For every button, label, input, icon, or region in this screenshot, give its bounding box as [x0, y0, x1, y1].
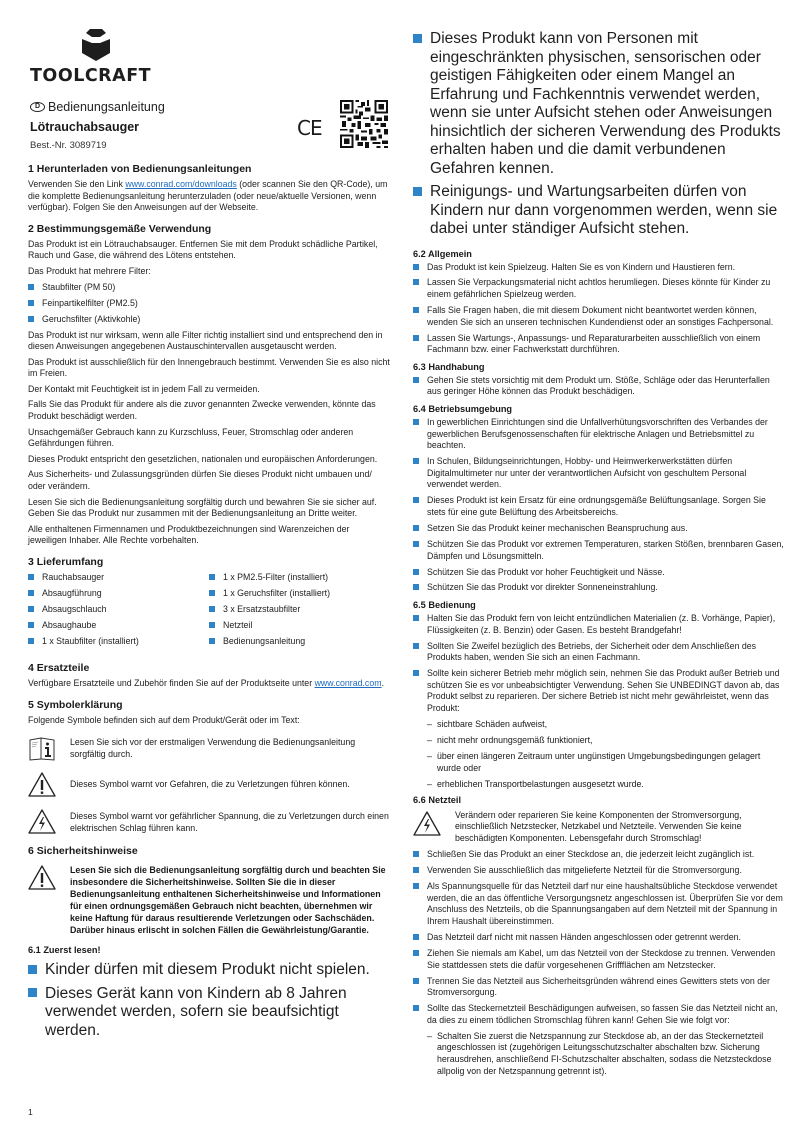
bullet-icon [413, 419, 419, 425]
bullet-icon [28, 574, 34, 580]
list-item: Netzteil [209, 620, 390, 632]
section-title: 1 Herunterladen von Bedienungsanleitungen [28, 163, 252, 175]
list-item: Schützen Sie das Produkt vor direkter Sonneneinstrahlung. [413, 582, 785, 594]
conrad-link[interactable]: www.conrad.com [314, 677, 382, 688]
ce-mark-icon: CE [297, 116, 322, 140]
safety-warning-text: Lesen Sie sich die Bedienungsanleitung sorgfältig durch und beachten Sie insbesondere die Sicherheitshinweise. Sollten Sie die in dieser Bedienungsanleitung enthaltenen Sicherheitshinweise und Informationen für einen ordnungsgemäßen Gebrauch nicht beachten, übernehmen wir keine Haftung für daraus resultierende Verletzungen oder Sachschäden. Darüber hinaus erlischt in solchen Fällen die Gewährleistung/Garantie. [70, 865, 386, 936]
list-item: Ziehen Sie niemals am Kabel, um das Netzteil von der Steckdose zu trennen. Verwenden Sie stattdessen stets die dafür vorgesehenen Griffflächen am Netzstecker. [413, 948, 785, 971]
symbol-row [28, 771, 390, 799]
page-number: 1 [28, 1107, 33, 1117]
bullet-icon [413, 377, 419, 383]
bullet-icon [413, 279, 419, 285]
bullet-icon [413, 335, 419, 341]
bullet-icon [413, 458, 419, 464]
list-item: Dieses Gerät kann von Kindern ab 8 Jahren verwendet werden, sofern sie beaufsichtigt werden. [28, 985, 390, 1041]
dash-icon: – [427, 1030, 432, 1041]
read-first-list-continued [413, 30, 785, 239]
section-operation [413, 600, 785, 790]
paragraph: Verwenden Sie den Link www.conrad.com/downloads (oder scannen Sie den QR-Code), um die komplette Bedienungsanleitung herunterzuladen (oder neue/aktuelle Versionen, wenn verfügbar). Folgen Sie den Anweisungen auf der Webseite. [28, 179, 388, 213]
paragraph: Aus Sicherheits- und Zulassungsgründen dürfen Sie dieses Produkt nicht umbauen und/ oder verändern. [28, 469, 372, 492]
paragraph: Das Produkt ist ausschließlich für den Innengebrauch bestimmt. Verwenden Sie es also nicht im Freien. [28, 356, 390, 379]
brand-name: TOOLCRAFT [30, 66, 152, 86]
bullet-icon [413, 584, 419, 590]
list-item: 1 x PM2.5-Filter (installiert) [209, 572, 390, 584]
bullet-icon [209, 590, 215, 596]
list-item: In gewerblichen Einrichtungen sind die Unfallverhütungsvorschriften des Verbandes der gewerblichen Berufsgenossenschaften für elektrische Anlagen und Betriebsmittel zu beachten. [413, 417, 785, 452]
bullet-icon [28, 988, 37, 997]
list-item: Absaughaube [28, 620, 209, 632]
bullet-icon [28, 300, 34, 306]
delivery-list-left [28, 572, 209, 652]
bullet-icon [28, 638, 34, 644]
power-warning-text: Verändern oder reparieren Sie keine Komponenten der Stromversorgung, einschließlich Netzstecker, Netzkabel und Netzteile. Verwenden Sie keine beschädigten Komponenten. Lebensgefahr durch Stromschlag! [455, 809, 742, 843]
bullet-icon [413, 978, 419, 984]
list-item: Reinigungs- und Wartungsarbeiten dürfen von Kindern nur dann vorgenommen werden, wenn sie dabei unter ständiger Aufsicht stehen. [413, 183, 785, 239]
sub-list-item: – über einen längeren Zeitraum unter ungünstigen Umgebungsbedingungen gelagert wurde oder [427, 750, 761, 773]
subsection-title: 6.2 Allgemein [413, 248, 472, 259]
list-item: In Schulen, Bildungseinrichtungen, Hobby- und Heimwerkerwerkstätten dürfen Digitalmultimeter nur unter der verantwortlichen Aufsicht von geschultem Personal verwendet werden. [413, 456, 785, 491]
list-item: Schützen Sie das Produkt vor extremen Temperaturen, starken Stößen, brennbaren Gasen, Dämpfen und Lösungsmitteln. [413, 539, 785, 562]
sub-list-item: – nicht mehr ordnungsgemäß funktioniert, [427, 734, 593, 745]
list-item: Sollte kein sicherer Betrieb mehr möglich sein, nehmen Sie das Produkt außer Betrieb und schützen Sie es vor unbeabsichtigter Verwendung. Sehen Sie UNBEDINGT davon ab, das Produkt selbst zu reparieren. Der sichere Betrieb ist nicht mehr gewährleistet, wenn das Produkt: [413, 668, 785, 714]
bullet-icon [209, 638, 215, 644]
list-item: Trennen Sie das Netzteil aus Sicherheitsgründen während eines Gewitters stets von der Stromversorgung. [413, 976, 785, 999]
download-link[interactable]: www.conrad.com/downloads [125, 179, 237, 189]
list-item: Absaugführung [28, 588, 209, 600]
section-operating-environment [413, 404, 785, 594]
section-power-supply [413, 795, 785, 1078]
toolcraft-logo-icon [80, 28, 112, 62]
list-item: Verwenden Sie ausschließlich das mitgelieferte Netzteil für die Stromversorgung. [413, 865, 785, 877]
section-safety [28, 845, 390, 1040]
bullet-icon [28, 622, 34, 628]
document-type [30, 100, 165, 114]
subsection-title: 6.5 Bedienung [413, 600, 476, 611]
section-download [28, 163, 390, 214]
high-voltage-icon [413, 810, 441, 838]
section-title: 3 Lieferumfang [28, 556, 104, 569]
paragraph: Lesen Sie sich die Bedienungsanleitung sorgfältig durch und bewahren Sie sie sicher auf. Geben Sie das Produkt nur zusammen mit der Bedienungsanleitung an Dritte weiter. [28, 496, 377, 519]
subsection-title: 6.1 Zuerst lesen! [28, 945, 101, 956]
bullet-icon [413, 1005, 419, 1011]
bullet-icon [413, 950, 419, 956]
section-general [413, 249, 785, 356]
right-column [413, 30, 785, 1082]
operation-sublist [427, 719, 785, 790]
bullet-icon [413, 569, 419, 575]
order-number: Best.-Nr. 3089719 [30, 140, 107, 151]
read-first-list [28, 961, 390, 1040]
bullet-icon [28, 284, 34, 290]
bullet-icon [209, 622, 215, 628]
bullet-icon [209, 574, 215, 580]
symbol-row [28, 808, 390, 836]
bullet-icon [413, 541, 419, 547]
subsection-title: 6.4 Betriebsumgebung [413, 404, 513, 415]
list-item: Das Produkt ist kein Spielzeug. Halten Sie es von Kindern und Haustieren fern. [413, 262, 785, 274]
symbol-description: Dieses Symbol warnt vor Gefahren, die zu Verletzungen führen können. [70, 779, 350, 790]
list-item: Kinder dürfen mit diesem Produkt nicht spielen. [28, 961, 390, 980]
document-type-label: Bedienungsanleitung [48, 100, 165, 114]
subsection-title: 6.6 Netzteil [413, 794, 461, 805]
power-supply-sublist [427, 1031, 785, 1077]
list-item: Schützen Sie das Produkt vor hoher Feuchtigkeit und Nässe. [413, 567, 785, 579]
section-title: 6 Sicherheitshinweise [28, 845, 138, 858]
dash-icon: – [427, 734, 432, 745]
brand-logo [30, 28, 150, 86]
warning-triangle-icon [28, 864, 56, 892]
delivery-lists [28, 572, 390, 656]
list-item: Setzen Sie das Produkt keiner mechanischen Beanspruchung aus. [413, 523, 785, 535]
list-item: Gehen Sie stets vorsichtig mit dem Produkt um. Stöße, Schläge oder das Herunterfallen aus geringer Höhe können das Produkt beschädigen. [413, 375, 785, 398]
section-symbols [28, 699, 390, 837]
list-item: 3 x Ersatzstaubfilter [209, 604, 390, 616]
bullet-icon [413, 670, 419, 676]
section-intended-use [28, 223, 390, 547]
qr-code-icon[interactable] [340, 100, 388, 148]
high-voltage-icon [28, 808, 56, 836]
dash-icon: – [427, 778, 432, 789]
filter-list [28, 282, 390, 326]
list-item: Sollte das Steckernetzteil Beschädigungen aufweisen, so fassen Sie das Netzteil nicht an, da dies zu einem tödlichen Stromschlag führen kann! Gehen Sie wie folgt vor: [413, 1003, 785, 1026]
delivery-list-right [209, 572, 390, 652]
symbol-description: Lesen Sie sich vor der erstmaligen Verwendung die Bedienungsanleitung sorgfältig durch. [70, 737, 356, 759]
list-item: Falls Sie Fragen haben, die mit diesem Dokument nicht beantwortet werden können, wenden Sie sich an unseren technischen Kundendienst oder an sonstiges Fachpersonal. [413, 305, 785, 328]
bullet-icon [413, 34, 422, 43]
bullet-icon [413, 497, 419, 503]
section-title: 4 Ersatzteile [28, 661, 90, 674]
list-item: Das Netzteil darf nicht mit nassen Händen angeschlossen oder getrennt werden. [413, 932, 785, 944]
subsection-title: 6.3 Handhabung [413, 361, 485, 372]
list-item: 1 x Staubfilter (installiert) [28, 636, 209, 648]
product-name: Lötrauchabsauger [30, 120, 140, 134]
power-supply-list [413, 849, 785, 1026]
section-spare-parts [28, 662, 390, 690]
section-title: 5 Symbolerklärung [28, 698, 123, 711]
symbol-row [28, 734, 390, 762]
bullet-icon [28, 965, 37, 974]
left-column [28, 163, 390, 1045]
list-item: Absaugschlauch [28, 604, 209, 616]
list-item: Dieses Produkt ist kein Ersatz für eine ordnungsgemäße Belüftungsanlage. Sorgen Sie stets für eine gute Belüftung des Arbeitsbereichs. [413, 495, 785, 518]
bullet-icon [413, 187, 422, 196]
environment-list [413, 417, 785, 594]
list-item: Lassen Sie Wartungs-, Anpassungs- und Reparaturarbeiten ausschließlich von einem Fachmann bzw. einer Fachwerkstatt durchführen. [413, 333, 785, 356]
list-item: Schließen Sie das Produkt an einer Steckdose an, die jederzeit leicht zugänglich ist. [413, 849, 785, 861]
symbol-description: Dieses Symbol warnt vor gefährlicher Spannung, die zu Verletzungen durch einen elektrischen Schlag führen kann. [70, 811, 389, 833]
sub-list-item: – erheblichen Transportbelastungen ausgesetzt wurde. [427, 778, 644, 789]
paragraph: Verfügbare Ersatzteile und Zubehör finden Sie auf der Produktseite unter www.conrad.com. [28, 677, 385, 688]
section-scope-of-delivery [28, 556, 390, 656]
list-item: Lassen Sie Verpackungsmaterial nicht achtlos herumliegen. Dieses könnte für Kinder zu einem gefährlichen Spielzeug werden. [413, 277, 785, 300]
sub-list-item: – Schalten Sie zuerst die Netzspannung zur Steckdose ab, an der das Steckernetzteil angeschlossen ist (zugehörigen Leitungsschutzschalter abschalten bzw. Sicherung herausdrehen, anschließend FI-Schutzschalter abschalten, sodass die Netzsteckdose allpolig von der Netzspannung getrennt ist). [427, 1030, 772, 1076]
list-item: Rauchabsauger [28, 572, 209, 584]
general-list [413, 262, 785, 356]
safety-warning [28, 864, 390, 936]
bullet-icon [413, 264, 419, 270]
dash-icon: – [427, 750, 432, 761]
list-item: Bedienungsanleitung [209, 636, 390, 648]
list-item: Geruchsfilter (Aktivkohle) [28, 314, 390, 326]
paragraph: Das Produkt ist nur wirksam, wenn alle Filter richtig installiert sind und entsprechend den in diesen Anweisungen angegebenen Austauschintervallen ausgetauscht werden. [28, 329, 383, 352]
bullet-icon [413, 934, 419, 940]
list-item: 1 x Geruchsfilter (installiert) [209, 588, 390, 600]
warning-triangle-icon [28, 771, 56, 799]
bullet-icon [209, 606, 215, 612]
paragraph: Dieses Produkt entspricht den gesetzlichen, nationalen und europäischen Anforderungen. [28, 453, 378, 464]
bullet-icon [413, 615, 419, 621]
sub-list-item: – sichtbare Schäden aufweist, [427, 719, 548, 729]
paragraph: Alle enthaltenen Firmennamen und Produktbezeichnungen sind Warenzeichen der jeweiligen Inhaber. Alle Rechte vorbehalten. [28, 523, 350, 546]
list-item: Sollten Sie Zweifel bezüglich des Betriebs, der Sicherheit oder dem Anschließen des Produkts haben, wenden Sie sich an einen Fachmann. [413, 641, 785, 664]
manual-info-icon [28, 734, 56, 762]
bullet-icon [413, 851, 419, 857]
list-item: Als Spannungsquelle für das Netzteil darf nur eine haushaltsübliche Steckdose verwendet werden, die an das öffentliche Versorgungsnetz angeschlossen ist. Überprüfen Sie vor dem Anschluss des Netzteils, ob die Spannungsangaben auf dem Netzteil mit der Spannung in Ihrem Haushalt übereinstimmen. [413, 881, 785, 927]
bullet-icon [413, 867, 419, 873]
handling-list [413, 375, 785, 398]
language-badge: D [30, 102, 45, 112]
bullet-icon [413, 643, 419, 649]
paragraph: Das Produkt hat mehrere Filter: [28, 265, 151, 276]
operation-list [413, 613, 785, 715]
bullet-icon [28, 316, 34, 322]
section-handling [413, 362, 785, 398]
paragraph: Folgende Symbole befinden sich auf dem Produkt/Gerät oder im Text: [28, 714, 300, 725]
bullet-icon [28, 606, 34, 612]
list-item: Halten Sie das Produkt fern von leicht entzündlichen Materialien (z. B. Vorhänge, Papier), Flüssigkeiten (z. B. Benzin) oder Gasen. Es besteht Brandgefahr! [413, 613, 785, 636]
paragraph: Unsachgemäßer Gebrauch kann zu Kurzschluss, Feuer, Stromschlag oder anderen Gefährdungen führen. [28, 426, 354, 449]
list-item: Dieses Produkt kann von Personen mit eingeschränkten physischen, sensorischen oder geistigen Fähigkeiten oder einem Mangel an Erfahrung und Fachkenntnis verwendet werden, wenn sie unter Aufsicht stehen oder Anweisungen hinsichtlich der sicheren Verwendung des Produkts erhalten haben und die damit verbundenen Gefahren kennen. [413, 30, 785, 178]
list-item: Feinpartikelfilter (PM2.5) [28, 298, 390, 310]
power-warning [413, 810, 785, 845]
list-item: Staubfilter (PM 50) [28, 282, 390, 294]
bullet-icon [28, 590, 34, 596]
section-title: 2 Bestimmungsgemäße Verwendung [28, 222, 212, 235]
paragraph: Falls Sie das Produkt für andere als die zuvor genannten Zwecke verwenden, könnte das Produkt beschädigt werden. [28, 399, 376, 422]
bullet-icon [413, 883, 419, 889]
paragraph: Das Produkt ist ein Lötrauchabsauger. Entfernen Sie mit dem Produkt schädliche Partikel, Rauch und Gase, die während des Lötens entstehen. [28, 238, 378, 261]
bullet-icon [413, 525, 419, 531]
paragraph: Der Kontakt mit Feuchtigkeit ist in jedem Fall zu vermeiden. [28, 383, 260, 394]
dash-icon: – [427, 719, 432, 729]
bullet-icon [413, 307, 419, 313]
